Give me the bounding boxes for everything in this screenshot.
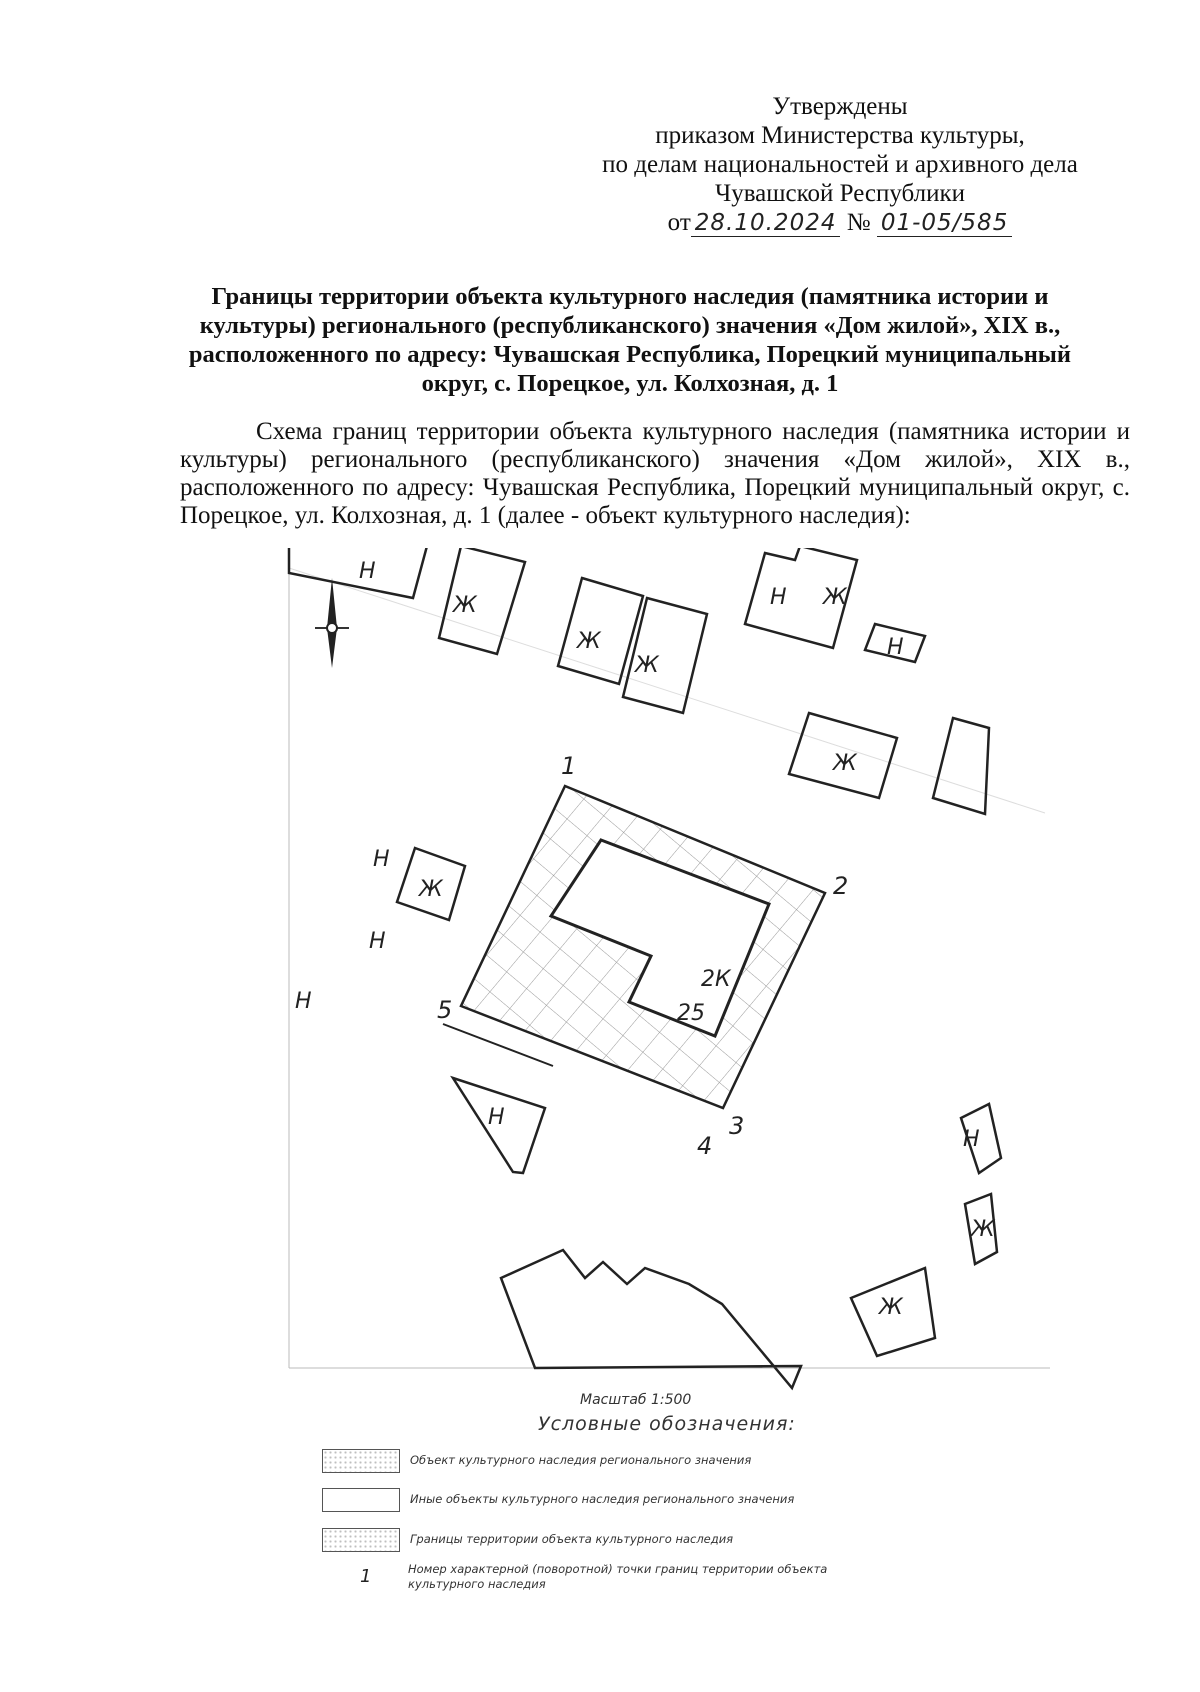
intro-paragraph: Схема границ территории объекта культурного наследия (памятника истории и культуры) регионального (республиканского) значения «Дом жилой», XIX в., расположенного по адресу: Чувашская Республика, Порецкий муниципальный округ, с. Порецкое, ул. Колхозная, д. 1 (далее - объект культурного наследия): — [180, 418, 1130, 529]
legend-title: Условные обозначения: — [538, 1413, 796, 1435]
legend-point-text: Номер характерной (поворотной) точки границ территории объекта культурного наследия — [408, 1562, 828, 1591]
map-label-n: Н — [770, 585, 787, 610]
number-prefix: № — [846, 209, 871, 236]
legend-text: Объект культурного наследия регионального значения — [410, 1453, 752, 1467]
map-label-zh: Ж — [823, 585, 847, 610]
order-number: 01-05/585 — [877, 210, 1012, 237]
legend-text: Иные объекты культурного наследия регионального значения — [410, 1492, 795, 1506]
approval-line: Чувашской Республики — [714, 180, 966, 207]
map-label-n: Н — [963, 1127, 980, 1152]
north-arrow-icon — [315, 578, 349, 668]
map-label-n: Н — [488, 1105, 505, 1130]
territory-scheme — [285, 548, 1050, 1408]
legend-swatch — [322, 1528, 400, 1552]
approval-line: по делам национальностей и архивного дела — [602, 151, 1078, 178]
approval-line: Утверждены — [772, 93, 908, 120]
map-label-n: Н — [359, 559, 376, 584]
approval-stamp — [560, 92, 1120, 238]
map-label-zh: Ж — [879, 1295, 903, 1320]
approval-line: приказом Министерства культуры, — [655, 122, 1025, 149]
map-label-n: Н — [295, 989, 312, 1014]
point-number-1: 1 — [561, 752, 577, 780]
map-label-zh: Ж — [453, 593, 477, 618]
map-label-zh: Ж — [971, 1217, 995, 1242]
legend-text: Границы территории объекта культурного наследия — [410, 1532, 734, 1546]
building-number-label: 25 — [677, 1001, 705, 1026]
approval-date-line — [560, 208, 1120, 238]
building-code-label: 2К — [701, 967, 731, 992]
map-label-zh: Ж — [577, 629, 601, 654]
point-number-5: 5 — [437, 996, 453, 1024]
legend-swatch — [322, 1449, 400, 1473]
map-label-n: Н — [369, 929, 386, 954]
point-number-2: 2 — [833, 872, 849, 900]
legend-item-other-objects — [322, 1488, 842, 1514]
map-label-n: Н — [373, 847, 390, 872]
building-outline — [439, 548, 525, 654]
heritage-territory — [443, 786, 825, 1108]
building-outline — [933, 718, 989, 814]
map-label-zh: Ж — [635, 653, 659, 678]
date-value: 28.10.2024 — [691, 210, 841, 237]
map-label-zh: Ж — [833, 751, 857, 776]
legend-item-territory-boundary — [322, 1528, 842, 1554]
point-number-4: 4 — [697, 1132, 713, 1160]
document-title: Границы территории объекта культурного наследия (памятника истории и культуры) регионального (республиканского) значения «Дом жилой», XIX в., расположенного по адресу: Чувашская Республика, Порецкий муниципальный округ, с. Порецкое, ул. Колхозная, д. 1 — [188, 283, 1072, 397]
date-prefix: от — [667, 209, 691, 236]
legend-point-symbol: 1 — [360, 1566, 372, 1587]
building-outline — [501, 1250, 801, 1388]
point-number-3: 3 — [729, 1112, 745, 1140]
legend-swatch — [322, 1488, 400, 1512]
map-scale: Масштаб 1:500 — [580, 1392, 692, 1408]
map-label-zh: Ж — [419, 877, 443, 902]
map-label-n: Н — [887, 635, 904, 660]
legend-item-heritage-object — [322, 1449, 842, 1475]
